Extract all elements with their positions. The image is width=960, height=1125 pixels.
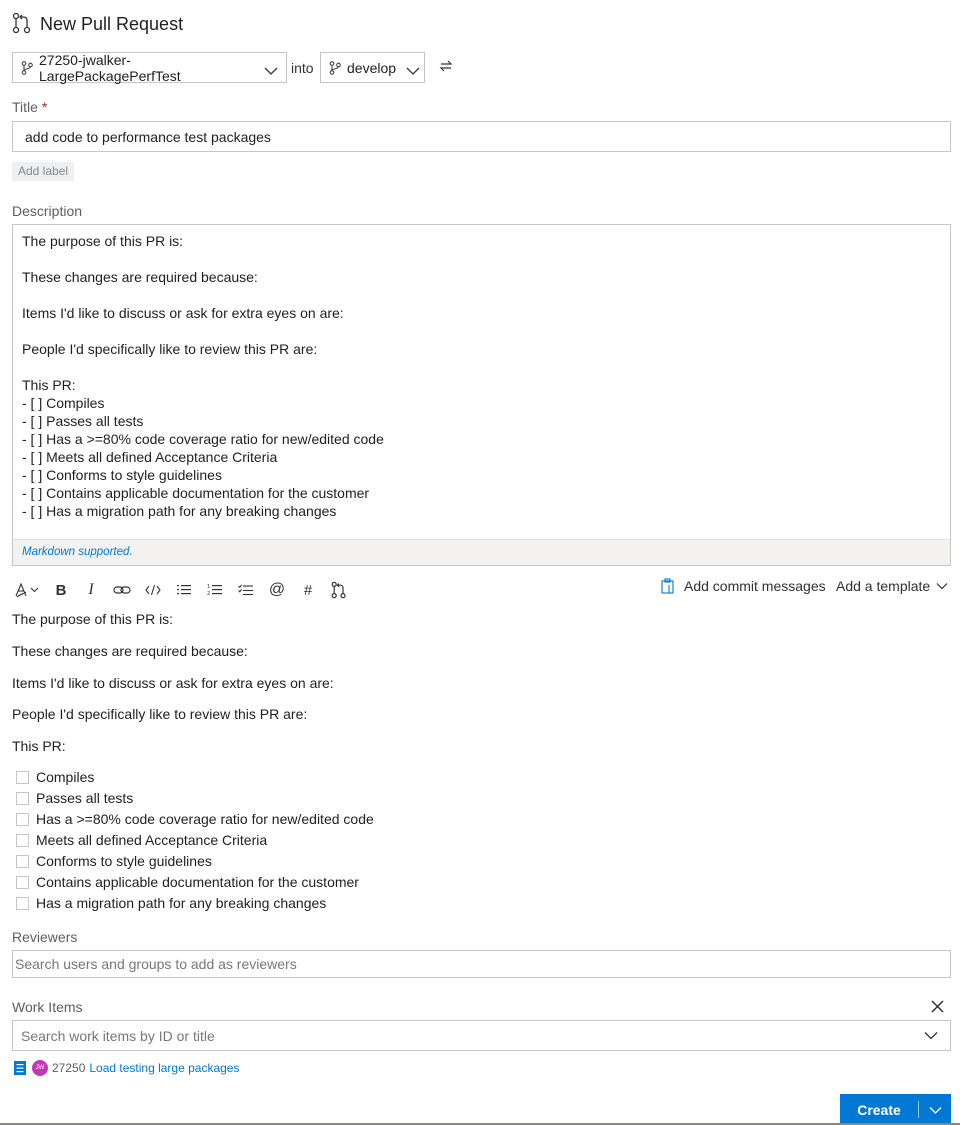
- formatting-toolbar: [14, 580, 348, 600]
- target-branch-label: develop: [347, 59, 397, 76]
- required-mark: *: [41, 99, 48, 115]
- branch-icon: [329, 61, 341, 75]
- checklist-item: Conforms to style guidelines: [16, 853, 212, 869]
- description-text: The purpose of this PR is: These changes are required because: Items I'd like to discuss or ask for extra eyes on are: People I'd specifically like to review this PR are: This PR: - [ ] Compiles - [ ] Passes all tests - [ ] Has a >=80% code coverage ratio for new/edited code - [ ] Meets all defined Acceptance Criteria - [ ] Conforms to style guidelines - [ ] Contains applicable documentation for the customer - [ ] Has a migration path for any breaking changes: [22, 233, 384, 519]
- linked-work-item: [14, 1060, 239, 1076]
- work-items-search-input[interactable]: [12, 1020, 951, 1051]
- checkbox[interactable]: [16, 876, 29, 889]
- description-textarea[interactable]: [12, 224, 951, 566]
- checklist-item: Meets all defined Acceptance Criteria: [16, 832, 267, 848]
- checkbox[interactable]: [16, 813, 29, 826]
- title-label: Title *: [12, 99, 48, 115]
- work-item-id: 27250: [52, 1061, 86, 1075]
- text-style-icon[interactable]: [14, 581, 40, 599]
- create-split-button: [840, 1094, 951, 1125]
- create-button[interactable]: Create: [857, 1101, 901, 1118]
- add-template-dropdown[interactable]: [836, 578, 948, 594]
- add-label-button[interactable]: Add label: [12, 162, 74, 181]
- markdown-supported-note: Markdown supported.: [13, 539, 950, 565]
- description-label: Description: [12, 203, 83, 219]
- work-items-label: Work Items: [12, 999, 83, 1015]
- target-branch-dropdown[interactable]: [320, 52, 425, 83]
- code-icon[interactable]: [144, 581, 162, 599]
- checkbox[interactable]: [16, 855, 29, 868]
- reviewers-label: Reviewers: [12, 929, 78, 945]
- add-template-label: Add a template: [836, 578, 931, 594]
- checklist-item: Compiles: [16, 769, 94, 785]
- source-branch-dropdown[interactable]: [12, 52, 287, 83]
- numbered-list-icon[interactable]: [206, 581, 224, 599]
- work-items-placeholder: Search work items by ID or title: [21, 1027, 215, 1044]
- chevron-down-icon: [936, 582, 948, 590]
- pull-request-icon: [12, 12, 32, 34]
- reviewers-search-input[interactable]: [12, 950, 951, 978]
- checklist-item: Has a migration path for any breaking changes: [16, 895, 326, 911]
- source-branch-label: 27250-jwalker-LargePackagePerfTest: [39, 51, 181, 84]
- add-commit-messages-label: Add commit messages: [684, 578, 826, 594]
- into-label: into: [291, 60, 314, 76]
- mention-icon[interactable]: @: [268, 581, 286, 598]
- work-item-link[interactable]: Load testing large packages: [89, 1061, 240, 1075]
- checklist-item: Contains applicable documentation for the customer: [16, 874, 359, 890]
- pull-request-mention-icon[interactable]: [330, 581, 348, 599]
- reviewers-placeholder: Search users and groups to add as reviewers: [15, 956, 297, 972]
- chevron-down-icon: [264, 63, 278, 73]
- preview-paragraph: The purpose of this PR is:: [12, 611, 174, 627]
- branch-icon: [21, 61, 33, 75]
- preview-paragraph: These changes are required because:: [12, 643, 248, 659]
- bold-icon[interactable]: B: [55, 581, 67, 599]
- title-value: add code to performance test packages: [25, 128, 271, 145]
- hashtag-icon[interactable]: #: [303, 581, 313, 599]
- italic-icon[interactable]: I: [88, 581, 94, 598]
- svg-text:2: 2: [207, 591, 211, 597]
- clipboard-icon: [660, 578, 676, 594]
- checkbox[interactable]: [16, 771, 29, 784]
- svg-text:1: 1: [207, 584, 211, 590]
- preview-paragraph: This PR:: [12, 738, 66, 754]
- checklist-item: Has a >=80% code coverage ratio for new/edited code: [16, 811, 374, 827]
- work-item-icon: [14, 1061, 26, 1075]
- title-input[interactable]: [12, 121, 951, 152]
- chevron-down-icon: [406, 63, 420, 73]
- checklist-item: Passes all tests: [16, 790, 133, 806]
- chevron-down-icon[interactable]: [924, 1031, 938, 1040]
- close-icon[interactable]: [930, 999, 945, 1014]
- swap-branches-icon[interactable]: [438, 58, 454, 74]
- create-options-chevron-icon[interactable]: [919, 1106, 951, 1114]
- preview-paragraph: Items I'd like to discuss or ask for extra eyes on are:: [12, 675, 334, 691]
- avatar: JW: [32, 1060, 48, 1076]
- page-title: New Pull Request: [40, 14, 184, 34]
- bulleted-list-icon[interactable]: [175, 581, 193, 599]
- preview-paragraph: People I'd specifically like to review this PR are:: [12, 706, 308, 722]
- checkbox[interactable]: [16, 834, 29, 847]
- checkbox[interactable]: [16, 792, 29, 805]
- link-icon[interactable]: [113, 581, 131, 599]
- checklist-icon[interactable]: [237, 581, 255, 599]
- add-commit-messages-button[interactable]: [660, 578, 826, 594]
- checkbox[interactable]: [16, 897, 29, 910]
